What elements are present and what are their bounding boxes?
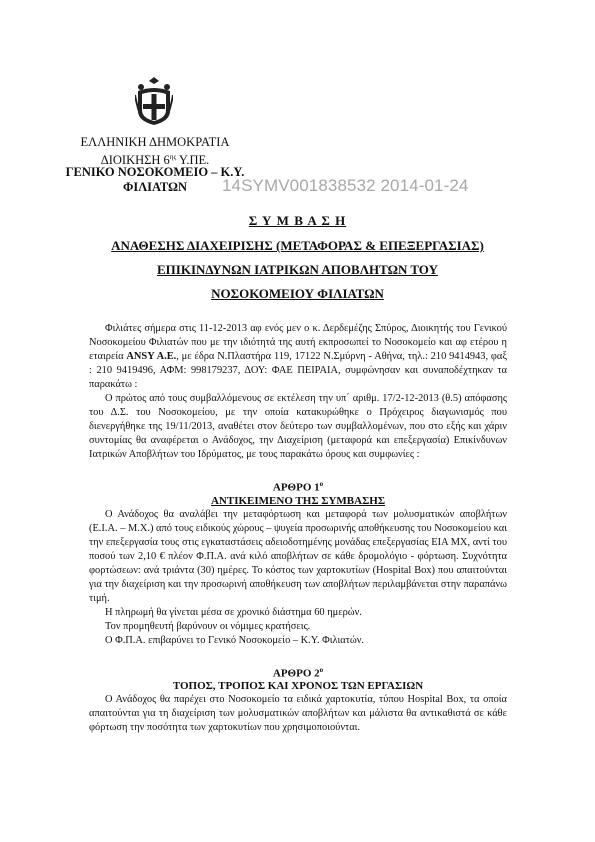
document-subtitle-2: ΕΠΙΚΙΝΔΥΝΩΝ ΙΑΤΡΙΚΩΝ ΑΠΟΒΛΗΤΩΝ ΤΟΥ: [157, 262, 438, 277]
article-2-heading: ΑΡΘΡΟ $2^o$: [272, 665, 324, 680]
intro-paragraph-2: Ο πρώτος από τους συμβαλλόμενους σε εκτέλεση την υπ΄ αριθμ. 17/2-12-2013 (θ.5) απόφασης του Δ.Σ. του Νοσοκομείου, με την οποία κατακυρώθηκε ο Πρόχειρος διαγωνισμός που διενεργήθηκε της 19/11/2013, αναθέτει στον δεύτερο των συμβαλλομένων, που στο εξής και χάριν συντομίας θα αναφέρεται ο Ανάδοχος, την Διαχείριση (μεταφορά και επεξεργασία) Επικίνδυνων Ιατρικών Αποβλήτων του Ιδρύματος, με τους παρακάτω όρους και συμφωνίες :: [89, 393, 507, 460]
header-line-hospital: ΓΕΝΙΚΟ ΝΟΣΟΚΟΜΕΙΟ – Κ.Υ.: [65, 165, 245, 179]
article-1-paragraph-1: Ο Ανάδοχος θα αναλάβει την μεταφόρτωση και μεταφορά των μολυσματικών αποβλήτων (Ε.Ι.Α. – Μ.Χ.) από τους ειδικούς χώρους – ψυγεία προσωρινής αποθήκευσης του Νοσοκομείου και την επεξεργασία τους στις εγκαταστάσεις αδειοδοτημένης μονάδας επεξεργασίας ΕΙΑ ΜΧ, αντί του ποσού των 2,10 € πλέον Φ.Π.Α. ανά κιλό αποβλήτων σε κάθε δρομολόγιο - φόρτωση. Συχνότητα φορτώσεων: ανά τριάντα (30) ημέρες. Το κόστος των χαρτοκυτίων (Hospital Box) που απαιτούνται για την διαχείριση και την προσωρινή αποθήκευση των αποβλήτων περιλαμβάνεται στην παραπάνω τιμή.: [89, 508, 507, 604]
document-subtitle-3: ΝΟΣΟΚΟΜΕΙΟΥ ΦΙΛΙΑΤΩΝ: [211, 286, 384, 301]
article-2-subheading: ΤΟΠΟΣ, ΤΡΟΠΟΣ ΚΑΙ ΧΡΟΝΟΣ ΤΩΝ ΕΡΓΑΣΙΩΝ: [172, 680, 424, 693]
article-2-paragraph-1: Ο Ανάδοχος θα παρέχει στο Νοσοκομείο τα ειδικά χαρτοκυτία, τύπου Hospital Box, τα οποία απαιτούνται για τη διαχείριση των μολυσματικών αποβλήτων και μάλιστα θα αντικαθιστά σε κάθε φόρτωση την ποσότητα των χαρτοκυτίων που χρησιμοποιούνται.: [89, 694, 507, 734]
header-line-administration: ΔΙΟΙΚΗΣΗ $6^{\eta\varsigma}$ Υ.ΠΕ.: [100, 153, 210, 168]
article-1-paragraph-4: Ο Φ.Π.Α. επιβαρύνει το Γενικό Νοσοκομείο – Κ.Υ. Φιλιατών.: [105, 634, 365, 646]
header-line-republic: ΕΛΛΗΝΙΚΗ ΔΗΜΟΚΡΑΤΙΑ: [80, 135, 230, 149]
document-body: [89, 322, 507, 735]
article-1-paragraph-2: Η πληρωμή θα γίνεται μέσα σε χρονικό διάστημα 60 ημερών.: [105, 606, 362, 618]
document-title: Σ Υ Μ Β Α Σ Η: [248, 213, 347, 228]
article-1-paragraph-3: Τον προμηθευτή βαρύνουν οι νόμιμες κρατήσεις.: [105, 620, 311, 632]
article-1-subheading: ΑΝΤΙΚΕΙΜΕΝΟ ΤΗΣ ΣΥΜΒΑΣΗΣ: [210, 494, 386, 507]
intro-paragraph-1: Φιλιάτες σήμερα στις 11-12-2013 αφ ενός μεν ο κ. Δερδεμέζης Σπύρος, Διοικητής του Γενικού Νοσοκομείου Φιλιατών που με την ιδιότητά της αυτή εκπροσωπεί το Νοσοκομείο και αφ ετέρου η εταιρεία ANSY A.E., με έδρα Ν.Πλαστήρα 119, 17122 Ν.Σμύρνη - Αθήνα, τηλ.: 210 9414943, φαξ : 210 9419496, ΑΦΜ: 998179237, ΔΟΥ: ΦΑΕ ΠΕΙΡΑΙΑ, συμφώνησαν και συναποδέχτηκαν τα παρακάτω :: [89, 323, 507, 390]
header-line-city: ΦΙΛΙΑΤΩΝ: [122, 180, 187, 194]
greek-emblem-icon: [135, 77, 173, 125]
article-1-heading: ΑΡΘΡΟ $1^o$: [272, 480, 324, 494]
document-subtitle-1: ΑΝΑΘΕΣΗΣ ΔΙΑΧΕΙΡΙΣΗΣ (ΜΕΤΑΦΟΡΑΣ & ΕΠΕΞΕΡΓΑΣΙΑΣ): [111, 238, 484, 253]
document-stamp: 14SYMV001838532 2014-01-24: [222, 176, 469, 195]
